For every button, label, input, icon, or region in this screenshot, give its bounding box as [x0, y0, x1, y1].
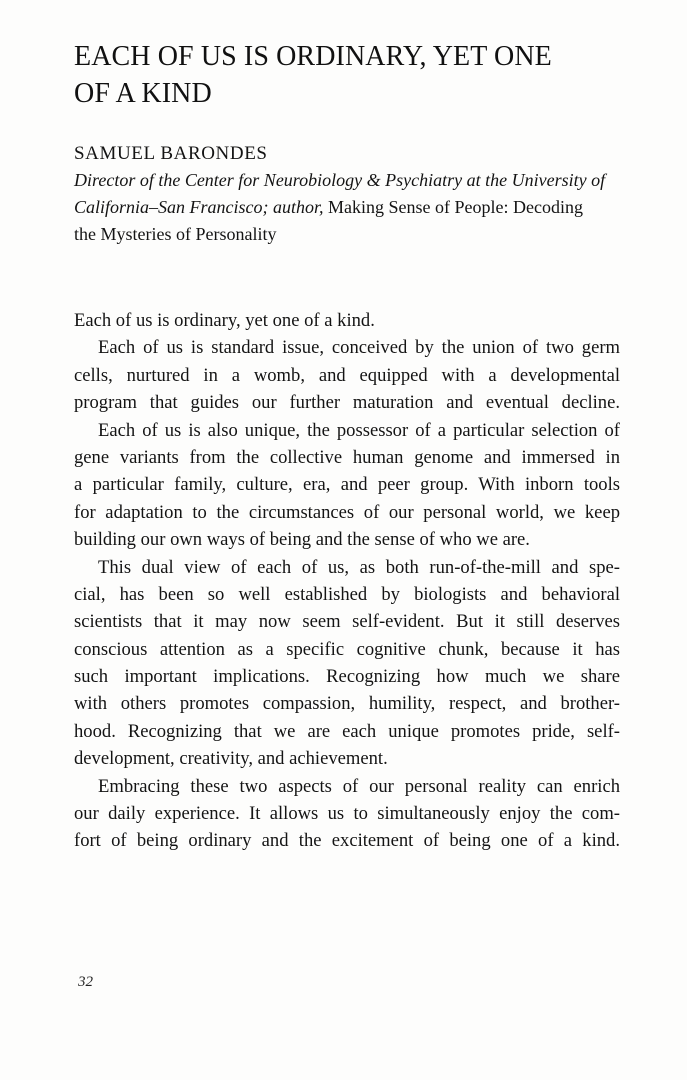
- affiliation-role: Director of the Center for Neurobiology & Psychiatry at the University of: [74, 170, 606, 190]
- body-line: program that guides our further maturation and eventual decline.: [74, 392, 620, 414]
- body-line: conscious attention as a specific cognitive chunk, because it has: [74, 638, 620, 660]
- author-name: SAMUEL BARONDES: [74, 143, 268, 164]
- body-line: hood. Recognizing that we are each unique promotes pride, self-: [74, 720, 620, 742]
- page-number: 32: [78, 974, 93, 990]
- author-affiliation: [74, 167, 620, 248]
- body-line: Each of us is standard issue, conceived by the union of two germ: [98, 337, 620, 359]
- body-line: Each of us is ordinary, yet one of a kind.: [74, 310, 375, 331]
- body-line: cells, nurtured in a womb, and equipped with a developmental: [74, 364, 620, 386]
- body-line: for adaptation to the circumstances of our personal world, we keep: [74, 501, 620, 523]
- body-line: building our own ways of being and the sense of who we are.: [74, 529, 530, 551]
- book-title-part-2: the Mysteries of Personality: [74, 224, 277, 244]
- essay-title: [74, 38, 614, 112]
- body-line: gene variants from the collective human genome and immersed in: [74, 446, 620, 468]
- affiliation-line-1: [74, 167, 620, 194]
- body-line: Each of us is also unique, the possessor of a particular selection of: [98, 419, 620, 441]
- body-line: cial, has been so well established by biologists and behavioral: [74, 583, 620, 605]
- essay-title-line-1: EACH OF US IS ORDINARY, YET ONE: [74, 41, 552, 72]
- body-line: such important implications. Recognizing how much we share: [74, 666, 620, 688]
- affiliation-institution: California–San Francisco; author,: [74, 197, 324, 217]
- affiliation-line-2: [74, 194, 620, 221]
- body-line: fort of being ordinary and the excitement of being one of a kind.: [74, 830, 620, 852]
- body-line: our daily experience. It allows us to simultaneously enjoy the com-: [74, 803, 620, 825]
- body-line: a particular family, culture, era, and peer group. With inborn tools: [74, 474, 620, 496]
- affiliation-line-3: [74, 221, 620, 248]
- essay-title-line-2: OF A KIND: [74, 78, 212, 109]
- body-line: with others promotes compassion, humility, respect, and brother-: [74, 693, 620, 715]
- body-line: development, creativity, and achievement.: [74, 748, 388, 770]
- essay-body: [74, 307, 620, 855]
- body-line: Embracing these two aspects of our personal reality can enrich: [98, 775, 620, 797]
- body-line: scientists that it may now seem self-evident. But it still deserves: [74, 611, 620, 633]
- book-title-part-1: Making Sense of People: Decoding: [323, 197, 583, 217]
- body-line: This dual view of each of us, as both run-of-the-mill and spe-: [98, 556, 620, 578]
